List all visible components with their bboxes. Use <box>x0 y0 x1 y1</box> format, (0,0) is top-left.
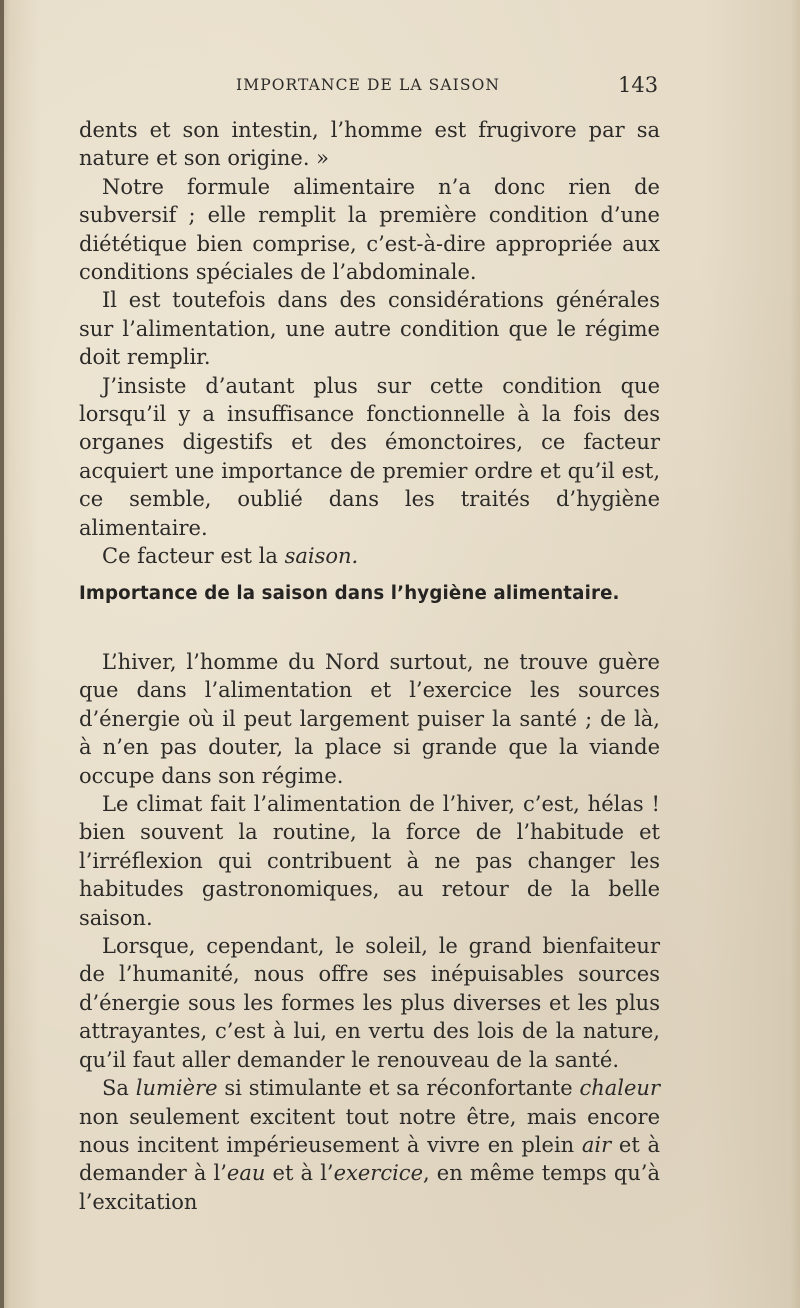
text-run: si stimulante et sa réconfortante <box>217 1076 580 1101</box>
paragraph: J’insiste d’autant plus sur cette condition que lorsqu’il y a insuffisance fonctionnelle à la fois des organes digestifs et des émonctoires, ce facteur acquiert une importance de premier ordre et qu’il est, ce semble, oublié dans les traités d’hygiène alimentaire. <box>79 373 660 540</box>
paragraph: L’hiver, l’homme du Nord surtout, ne trouve guère que dans l’alimentation et l’exercice les sources d’énergie où il peut largement puiser la santé ; de là, à n’en pas douter, la place si grande que la viande occupe dans son régime. <box>79 650 660 788</box>
paragraph-final <box>79 1074 660 1216</box>
paragraph-saison <box>79 542 660 570</box>
paragraph: Lorsque, cependant, le soleil, le grand bienfaiteur de l’humanité, nous offre ses inépuisables sources d’énergie sous les formes les plus diverses et les plus attrayantes, c’est à lui, en vertu des lois de la nature, qu’il faut aller demander le renouveau de la santé. <box>79 934 660 1072</box>
text-run: non seulement excitent tout notre être, mais encore nous incitent impérieusement à vivre en plein <box>79 1104 660 1157</box>
text-block-intro <box>79 116 660 571</box>
paragraph: Il est toutefois dans des considérations générales sur l’alimentation, une autre condition que le régime doit remplir. <box>79 288 660 370</box>
emphasis-exercice: exercice <box>333 1161 423 1186</box>
page-number: 143 <box>618 73 659 97</box>
emphasis-chaleur: chaleur <box>579 1076 660 1101</box>
paragraph: Notre formule alimentaire n’a donc rien de subversif ; elle remplit la première condition d’une diététique bien comprise, c’est-à-dire appropriée aux conditions spéciales de l’abdominale. <box>79 174 660 285</box>
text-run: Sa <box>102 1076 136 1101</box>
paragraph-text: Ce facteur est la <box>102 544 285 569</box>
emphasis-saison: saison. <box>284 544 359 569</box>
page-binding-edge <box>0 0 4 1308</box>
emphasis-air: air <box>581 1132 612 1157</box>
running-header: IMPORTANCE DE LA SAISON <box>236 76 501 94</box>
text-run: et à demander à l’ <box>79 1132 660 1186</box>
emphasis-eau: eau <box>226 1161 266 1186</box>
emphasis-lumiere: lumière <box>135 1076 218 1101</box>
text-run: et à l’ <box>265 1161 334 1186</box>
text-block-section <box>79 648 660 1216</box>
paragraph-continued: dents et son intestin, l’homme est frugivore par sa nature et son origine. » <box>79 118 660 171</box>
paragraph: Le climat fait l’alimentation de l’hiver, c’est, hélas ! bien souvent la routine, la force de l’habitude et l’irréflexion qui contribuent à ne pas changer les habitudes gastronomiques, au retour de la belle saison. <box>79 792 660 930</box>
text-run: , en même temps qu’à l’excitation <box>79 1161 660 1214</box>
section-heading: Importance de la saison dans l’hygiène alimentaire. <box>79 583 620 604</box>
